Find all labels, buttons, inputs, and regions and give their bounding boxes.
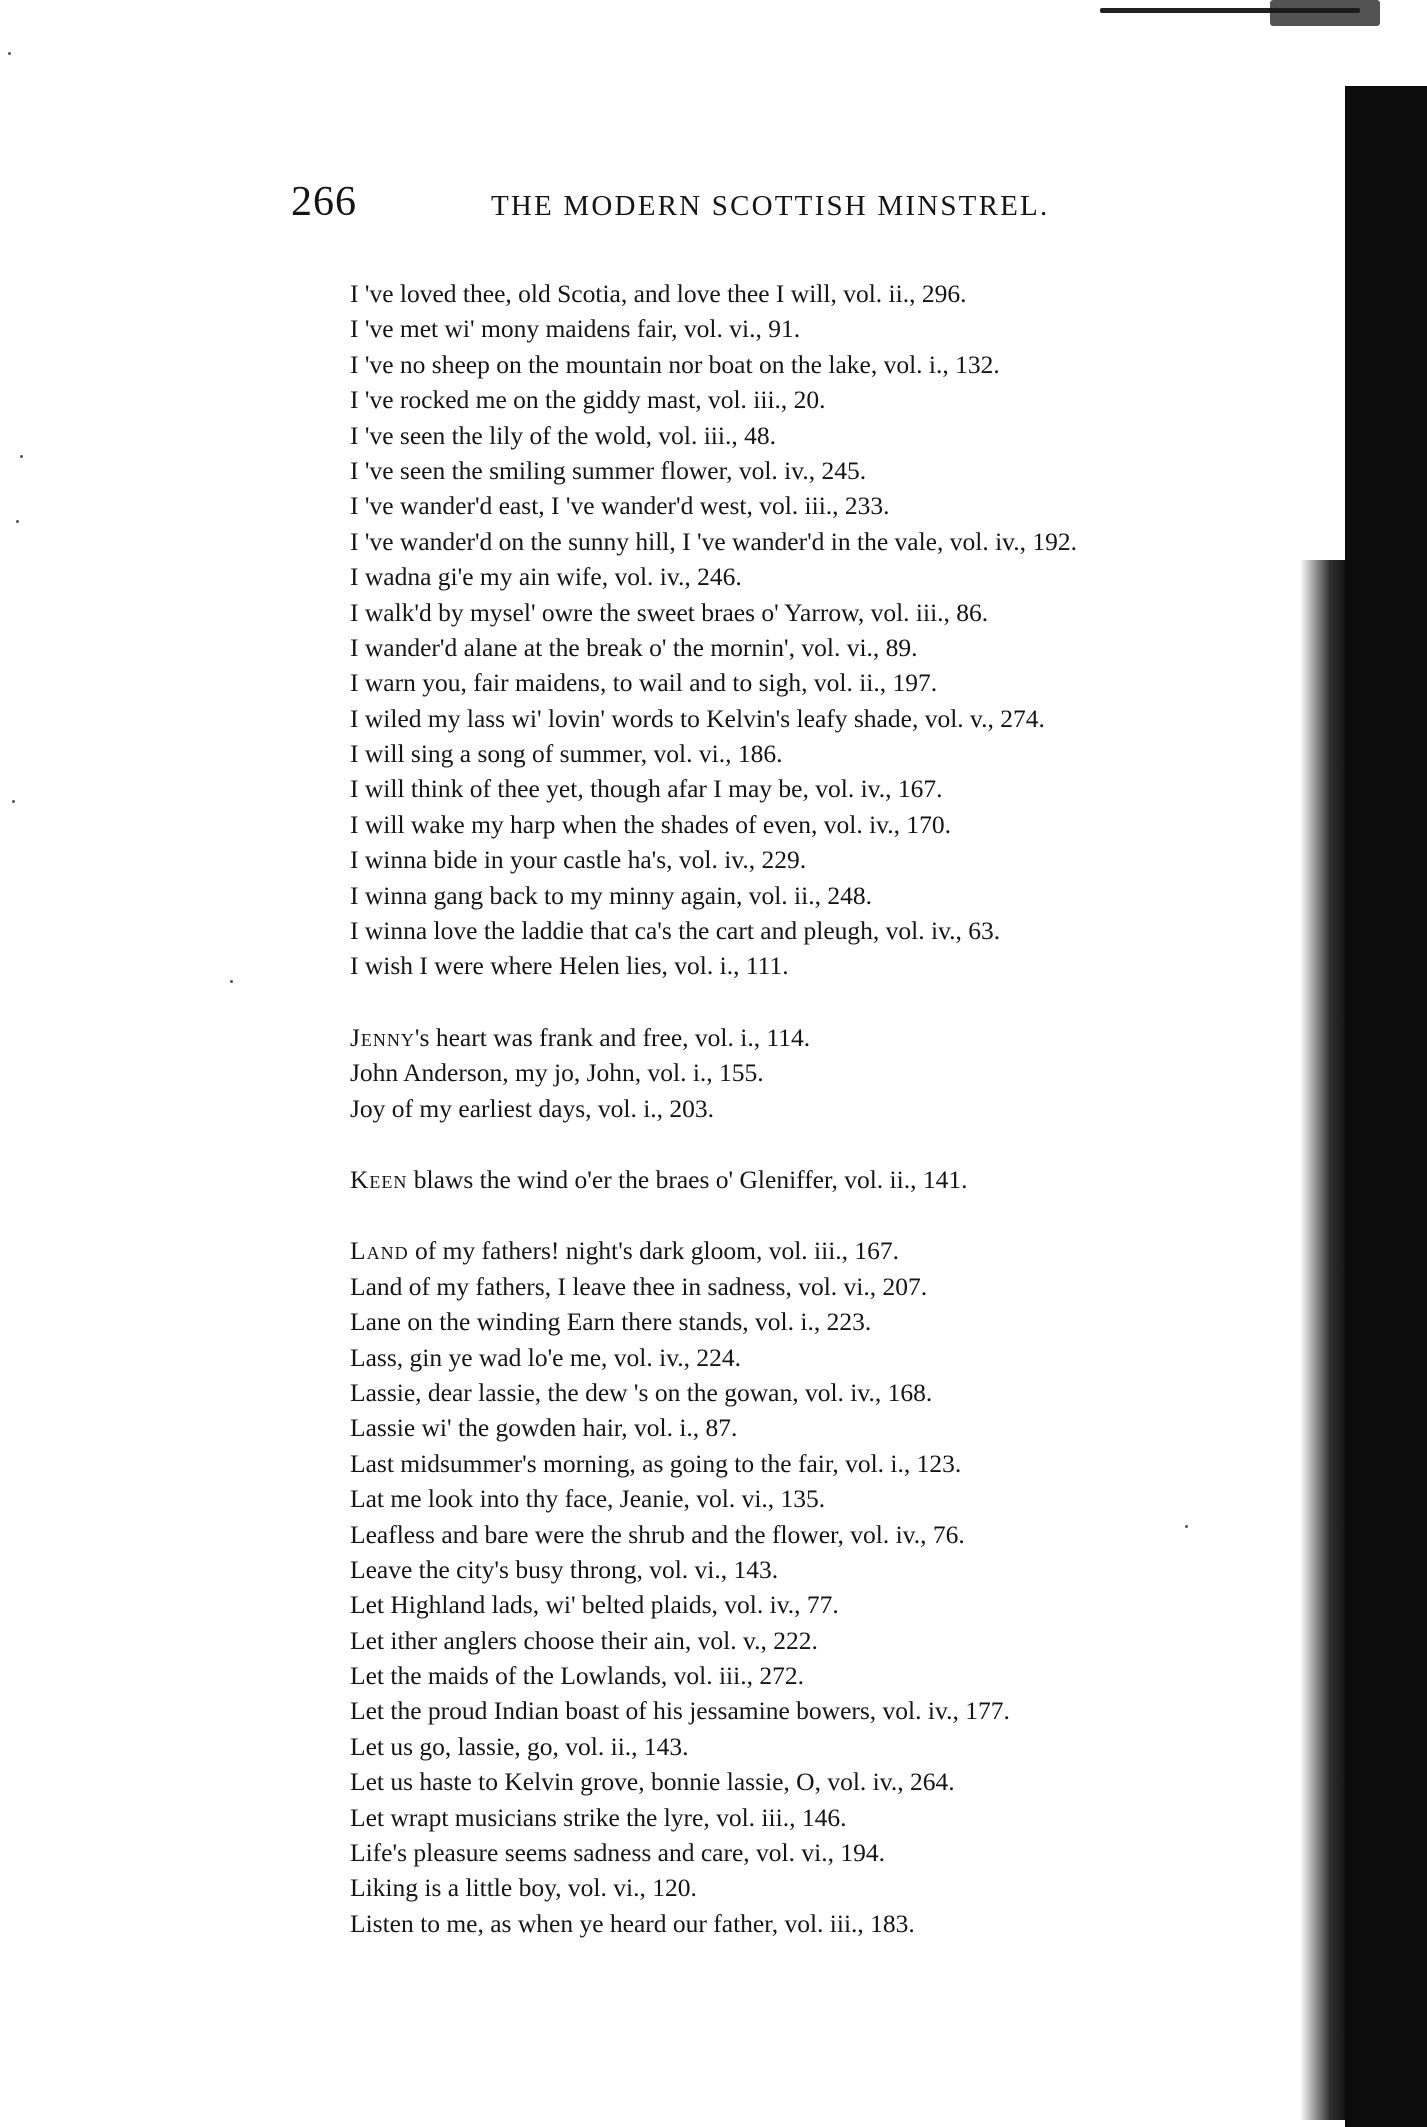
entry-text: Lane on the winding Earn there stands, vol. i., 223. bbox=[350, 1307, 872, 1337]
entry-text: Listen to me, as when ye heard our father, vol. iii., 183. bbox=[350, 1908, 915, 1938]
entry-text: I 've seen the lily of the wold, vol. iii., 48. bbox=[350, 420, 776, 450]
entry-text: I warn you, fair maidens, to wail and to sigh, vol. ii., 197. bbox=[350, 668, 938, 698]
entry-text: Let Highland lads, wi' belted plaids, vol. iv., 77. bbox=[350, 1590, 839, 1620]
index-entry bbox=[350, 1375, 1330, 1410]
index-entry bbox=[350, 1906, 1330, 1941]
group-separator bbox=[350, 1197, 1330, 1233]
entry-text: Land of my fathers, I leave thee in sadness, vol. vi., 207. bbox=[350, 1271, 928, 1301]
entry-text: I wander'd alane at the break o' the mornin', vol. vi., 89. bbox=[350, 632, 918, 662]
entry-text: Leafless and bare were the shrub and the flower, vol. iv., 76. bbox=[350, 1519, 965, 1549]
entry-text: Joy of my earliest days, vol. i., 203. bbox=[350, 1093, 715, 1123]
entry-text: Let us haste to Kelvin grove, bonnie lassie, O, vol. iv., 264. bbox=[350, 1767, 955, 1797]
index-entry bbox=[350, 1269, 1330, 1304]
index-group-l bbox=[350, 1233, 1330, 1941]
index-entry bbox=[350, 382, 1330, 417]
index-entry bbox=[350, 630, 1330, 665]
entry-text: Lass, gin ye wad lo'e me, vol. iv., 224. bbox=[350, 1342, 742, 1372]
index-entry bbox=[350, 842, 1330, 877]
entry-text: of my fathers! night's dark gloom, vol. iii., 167. bbox=[408, 1236, 900, 1266]
entry-text: John Anderson, my jo, John, vol. i., 155. bbox=[350, 1058, 764, 1088]
index-entry bbox=[350, 771, 1330, 806]
index-entry bbox=[350, 1162, 1330, 1197]
entry-text: I 've wander'd east, I 've wander'd west, vol. iii., 233. bbox=[350, 491, 890, 521]
entry-text: Life's pleasure seems sadness and care, vol. vi., 194. bbox=[350, 1838, 885, 1868]
index-entry bbox=[350, 1729, 1330, 1764]
index-group-k bbox=[350, 1162, 1330, 1197]
scan-speck bbox=[16, 520, 19, 523]
index-entry bbox=[350, 1658, 1330, 1693]
index-entry bbox=[350, 1446, 1330, 1481]
entry-text: I wiled my lass wi' lovin' words to Kelvin's leafy shade, vol. v., 274. bbox=[350, 703, 1045, 733]
index-entry bbox=[350, 488, 1330, 523]
index-entry bbox=[350, 1835, 1330, 1870]
entry-text: Let us go, lassie, go, vol. ii., 143. bbox=[350, 1731, 689, 1761]
index-entry bbox=[350, 1764, 1330, 1799]
index-entry bbox=[350, 1020, 1330, 1055]
index-entry bbox=[350, 1304, 1330, 1339]
entry-text: I winna love the laddie that ca's the cart and pleugh, vol. iv., 63. bbox=[350, 916, 1001, 946]
entry-text: I 've wander'd on the sunny hill, I 've wander'd in the vale, vol. iv., 192. bbox=[350, 526, 1078, 556]
entry-text: blaws the wind o'er the braes o' Gleniffer, vol. ii., 141. bbox=[407, 1164, 968, 1194]
index-entry bbox=[350, 1552, 1330, 1587]
index-entry bbox=[350, 1410, 1330, 1445]
index-entry bbox=[350, 276, 1330, 311]
entry-text: Let wrapt musicians strike the lyre, vol. iii., 146. bbox=[350, 1802, 847, 1832]
scan-speck bbox=[230, 980, 233, 983]
index-of-first-lines bbox=[350, 276, 1330, 1941]
index-entry bbox=[350, 1055, 1330, 1090]
index-entry bbox=[350, 913, 1330, 948]
scan-speck bbox=[8, 52, 11, 55]
index-entry bbox=[350, 878, 1330, 913]
index-entry bbox=[350, 311, 1330, 346]
index-entry bbox=[350, 1340, 1330, 1375]
index-entry bbox=[350, 595, 1330, 630]
entry-lead-word: Land bbox=[350, 1236, 409, 1266]
index-entry bbox=[350, 347, 1330, 382]
scan-speck bbox=[12, 800, 15, 803]
page-header bbox=[291, 178, 1291, 238]
entry-text: Let the maids of the Lowlands, vol. iii., 272. bbox=[350, 1661, 804, 1691]
index-entry bbox=[350, 418, 1330, 453]
index-entry bbox=[350, 1587, 1330, 1622]
index-entry bbox=[350, 559, 1330, 594]
entry-lead-word: Keen bbox=[350, 1164, 408, 1194]
index-entry bbox=[350, 453, 1330, 488]
running-title: THE MODERN SCOTTISH MINSTREL. bbox=[491, 190, 1050, 222]
index-entry bbox=[350, 1623, 1330, 1658]
entry-text: Liking is a little boy, vol. vi., 120. bbox=[350, 1873, 697, 1903]
index-entry bbox=[350, 1800, 1330, 1835]
entry-text: I 've met wi' mony maidens fair, vol. vi., 91. bbox=[350, 314, 801, 344]
entry-text: Let the proud Indian boast of his jessamine bowers, vol. iv., 177. bbox=[350, 1696, 1010, 1726]
entry-text: 's heart was frank and free, vol. i., 114. bbox=[414, 1022, 811, 1052]
page-number: 266 bbox=[291, 179, 357, 225]
index-entry bbox=[350, 807, 1330, 842]
entry-text: I winna gang back to my minny again, vol. ii., 248. bbox=[350, 880, 872, 910]
entry-lead-word: Jenny bbox=[350, 1022, 415, 1052]
entry-text: I 've no sheep on the mountain nor boat on the lake, vol. i., 132. bbox=[350, 349, 1000, 379]
entry-text: I wadna gi'e my ain wife, vol. iv., 246. bbox=[350, 562, 742, 592]
entry-text: I walk'd by mysel' owre the sweet braes o' Yarrow, vol. iii., 86. bbox=[350, 597, 989, 627]
index-entry bbox=[350, 1517, 1330, 1552]
index-entry bbox=[350, 1870, 1330, 1905]
entry-text: I will think of thee yet, though afar I may be, vol. iv., 167. bbox=[350, 774, 943, 804]
index-entry bbox=[350, 524, 1330, 559]
scan-edge-shadow bbox=[1345, 86, 1427, 2127]
entry-text: I will wake my harp when the shades of even, vol. iv., 170. bbox=[350, 809, 951, 839]
entry-text: I wish I were where Helen lies, vol. i., 111. bbox=[350, 951, 789, 981]
index-entry bbox=[350, 1091, 1330, 1126]
scan-speck bbox=[20, 455, 23, 458]
index-entry bbox=[350, 948, 1330, 983]
index-group-i bbox=[350, 276, 1330, 984]
index-entry bbox=[350, 1693, 1330, 1728]
index-entry bbox=[350, 736, 1330, 771]
index-entry bbox=[350, 1481, 1330, 1516]
entry-text: I 've seen the smiling summer flower, vol. iv., 245. bbox=[350, 455, 867, 485]
index-group-j bbox=[350, 1020, 1330, 1126]
entry-text: Lassie, dear lassie, the dew 's on the gowan, vol. iv., 168. bbox=[350, 1377, 933, 1407]
ink-blot bbox=[1270, 0, 1380, 26]
entry-text: I 've loved thee, old Scotia, and love thee I will, vol. ii., 296. bbox=[350, 279, 967, 308]
entry-text: Leave the city's busy throng, vol. vi., 143. bbox=[350, 1554, 779, 1584]
entry-text: Lat me look into thy face, Jeanie, vol. vi., 135. bbox=[350, 1484, 826, 1514]
group-separator bbox=[350, 1126, 1330, 1162]
entry-text: I will sing a song of summer, vol. vi., 186. bbox=[350, 739, 783, 769]
index-entry bbox=[350, 665, 1330, 700]
index-entry bbox=[350, 701, 1330, 736]
group-separator bbox=[350, 984, 1330, 1020]
entry-text: Last midsummer's morning, as going to the fair, vol. i., 123. bbox=[350, 1448, 962, 1478]
entry-text: I 've rocked me on the giddy mast, vol. iii., 20. bbox=[350, 385, 826, 415]
entry-text: Let ither anglers choose their ain, vol. v., 222. bbox=[350, 1625, 818, 1655]
entry-text: I winna bide in your castle ha's, vol. iv., 229. bbox=[350, 845, 807, 875]
index-entry bbox=[350, 1233, 1330, 1268]
entry-text: Lassie wi' the gowden hair, vol. i., 87. bbox=[350, 1413, 738, 1443]
